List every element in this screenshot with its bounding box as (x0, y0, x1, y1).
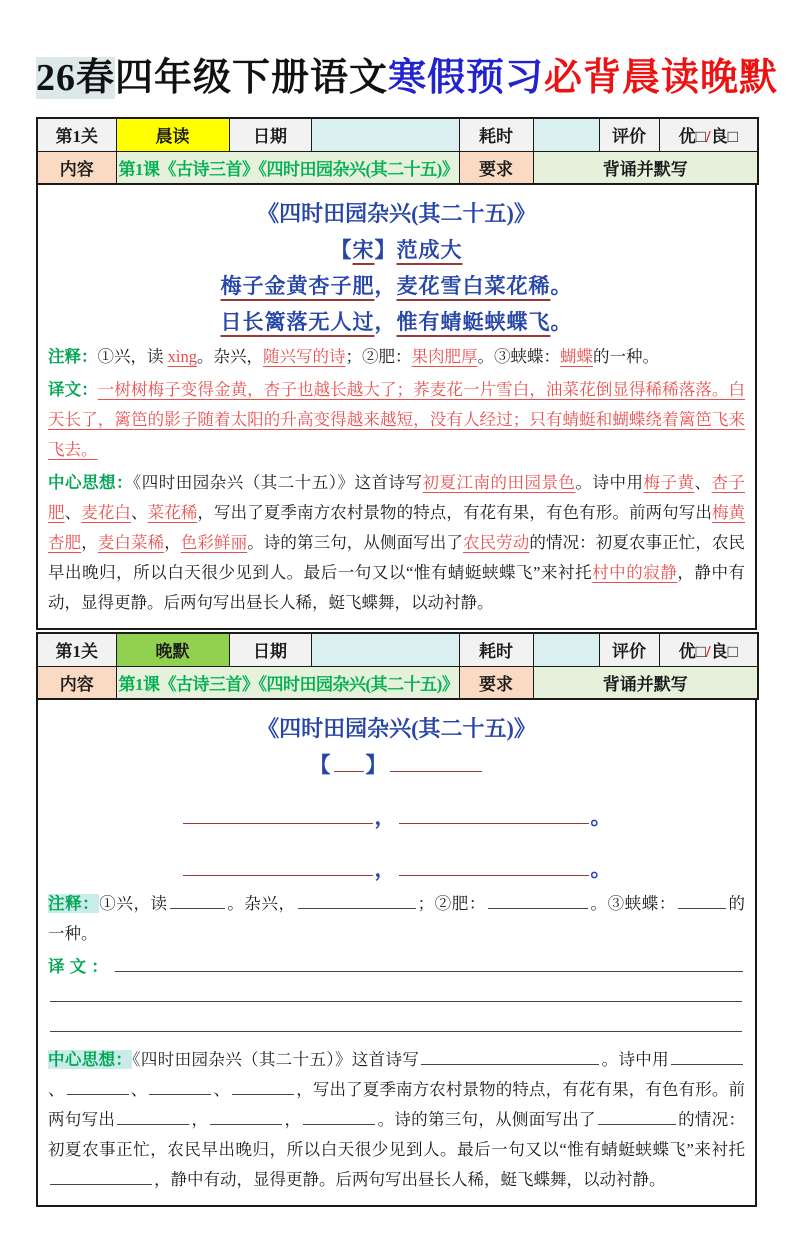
time-label: 耗时 (459, 118, 533, 151)
blank-line[interactable] (183, 802, 373, 824)
require-label: 要求 (459, 666, 533, 699)
blank-line[interactable] (50, 1015, 742, 1032)
poem-blank-line-1[interactable] (48, 801, 745, 831)
text-segment: 麦花白 (81, 503, 132, 523)
text-segment: 随兴写的诗 (262, 347, 346, 366)
text-segment: 《四时田园杂兴（其二十五）》这首诗写 (133, 473, 423, 493)
translation-blanks[interactable] (48, 957, 745, 1036)
text-segment: 初夏江南的田园景色 (422, 473, 576, 493)
title-recite-text: 必背晨读晚默 (544, 57, 779, 99)
text-segment: 。③蛱蝶： (477, 347, 560, 366)
slash-mark: / (705, 127, 711, 147)
text-segment: ， (81, 533, 98, 553)
session-label-evening: 晚默 (116, 633, 229, 666)
text-segment: 。③蛱蝶： (589, 894, 676, 914)
blank-line[interactable] (390, 750, 482, 772)
blank-line[interactable] (399, 854, 589, 876)
text-segment: 的情况：初夏农事正忙，农民早出晚归，所以白天很少见到人。最后一句又以“惟有蜻蜓蛱蝶飞”来衬托 (48, 1110, 746, 1160)
require-label: 要求 (459, 151, 533, 184)
theme-blank-paragraph (48, 1045, 745, 1195)
annotations-blanks[interactable] (48, 894, 745, 943)
annotations-label: 注释： (48, 347, 98, 366)
theme-text (48, 473, 745, 612)
blank-line[interactable] (298, 892, 416, 909)
translation-label: 译文： (48, 957, 113, 977)
text-segment: 、 (213, 1080, 231, 1100)
rating-checkboxes[interactable] (659, 633, 758, 666)
annotations-blank-paragraph (48, 889, 745, 949)
content-label: 内容 (37, 151, 116, 184)
text-segment: 。诗中用 (575, 473, 644, 493)
page-title (36, 46, 779, 101)
text-segment: ， (374, 310, 397, 334)
text-segment: 、 (131, 503, 148, 523)
text-segment: 宋 (352, 238, 375, 262)
theme-paragraph (48, 468, 745, 618)
time-label: 耗时 (459, 633, 533, 666)
text-segment: 一树树梅子变得金黄，杏子也越长越大了；荞麦花一片雪白，油菜花倒显得稀稀落落。白天长了，篱笆的影子随着太阳的升高变得越来越短，没有人经过；只有蜻蜓和蝴蝶绕着篱笆飞来飞去。 (48, 380, 746, 460)
text-segment: ，写出了夏季南方农村景物的特点，有花有果，有色有形。前两句写出 (197, 503, 712, 523)
text-segment: 农民劳动 (462, 533, 530, 553)
text-segment: ， (284, 1110, 302, 1130)
lesson-title: 第1课《古诗三首》《四时田园杂兴(其二十五)》 (116, 666, 459, 699)
text-segment: 【 (330, 238, 353, 262)
poem-author-line (48, 234, 745, 264)
poem-author-blank-line[interactable] (48, 749, 745, 779)
text-segment: 。诗的第三句，从侧面写出了 (377, 1110, 596, 1130)
text-segment: 梅子金黄杏子肥 (220, 274, 375, 298)
text-segment: 梅黄杏肥 (48, 503, 746, 553)
text-segment: 范成大 (396, 238, 463, 262)
table-row (37, 666, 758, 699)
blank-line[interactable] (115, 955, 743, 972)
text-segment: 杏子肥 (48, 473, 745, 523)
text-segment: 的情况：初夏农事正忙，农民早出晚归，所以白天很少见到人。最后一句又以“惟有蜻蜓蛱蝶飞”来衬托 (48, 533, 746, 583)
blank-line[interactable] (210, 1108, 282, 1125)
text-segment: ， (374, 274, 397, 298)
text-segment: ①兴，读 (99, 894, 168, 914)
theme-label: 中心思想： (48, 1050, 133, 1070)
table-row (37, 633, 758, 666)
lesson-title: 第1课《古诗三首》《四时田园杂兴(其二十五)》 (116, 151, 459, 184)
text-segment: 、 (64, 503, 82, 523)
blank-line[interactable] (183, 854, 373, 876)
blank-line[interactable] (117, 1108, 189, 1125)
theme-label: 中心思想： (48, 473, 133, 493)
text-segment: ， (374, 805, 397, 830)
text-segment: 。诗中用 (601, 1050, 670, 1070)
poem-blank-line-2[interactable] (48, 853, 745, 883)
text-segment: 蝴蝶 (559, 347, 593, 366)
text-segment: 、 (694, 473, 712, 493)
theme-blanks[interactable] (48, 1050, 745, 1189)
date-input-cell[interactable] (311, 118, 459, 151)
time-input-cell[interactable] (533, 633, 599, 666)
text-segment: 、 (130, 1080, 148, 1100)
table-row (37, 118, 758, 151)
text-segment: 。 (590, 857, 613, 882)
text-segment: ；②肥： (345, 347, 412, 366)
text-segment: 【 (309, 753, 332, 778)
session-label-morning: 晨读 (116, 118, 229, 151)
blank-line[interactable] (303, 1108, 375, 1125)
text-segment: 的一种。 (592, 347, 659, 366)
translation-text (48, 380, 745, 459)
content-label: 内容 (37, 666, 116, 699)
blank-line[interactable] (50, 985, 742, 1002)
text-segment: ，写出了夏季南方农村景物的特点，有花有果，有色有形。前两句写出 (48, 1080, 745, 1130)
blank-line[interactable] (149, 1078, 211, 1095)
translation-blank-paragraph (48, 952, 745, 1042)
title-preview-text: 寒假预习 (388, 57, 545, 99)
blank-line[interactable] (678, 892, 726, 909)
table-row (37, 151, 758, 184)
text-segment: 】 (374, 238, 397, 262)
blank-line[interactable] (334, 750, 364, 772)
text-segment: ， (374, 857, 397, 882)
level-label: 第1关 (37, 118, 116, 151)
date-label: 日期 (229, 118, 311, 151)
text-segment: ，静中有动，显得更静。后两句写出昼长人稀，蜓飞蝶舞，以动衬静。 (154, 1170, 666, 1190)
text-segment: 良□ (710, 642, 738, 662)
time-input-cell[interactable] (533, 118, 599, 151)
date-input-cell[interactable] (311, 633, 459, 666)
text-segment: ， (191, 1110, 209, 1130)
text-segment: 。杂兴， (196, 347, 263, 366)
blank-line[interactable] (421, 1048, 599, 1065)
blank-line[interactable] (399, 802, 589, 824)
text-segment: ①兴，读 (97, 347, 168, 366)
text-segment: 的一种。 (48, 894, 746, 944)
level-label: 第1关 (37, 633, 116, 666)
text-segment: 麦花雪白菜花稀 (396, 274, 551, 298)
evening-header-table (36, 632, 759, 700)
text-segment: 优□ (678, 642, 706, 662)
text-segment: 惟有蜻蜓蛱蝶飞 (396, 310, 551, 334)
text-segment: 。 (550, 274, 573, 298)
blank-line[interactable] (232, 1078, 294, 1095)
text-segment: 良□ (710, 127, 738, 147)
text-segment: 优□ (678, 127, 706, 147)
annotations-paragraph (48, 342, 745, 372)
blank-line[interactable] (170, 892, 225, 909)
morning-header-table (36, 117, 759, 185)
text-segment: ， (164, 533, 181, 553)
text-segment: 村中的寂静 (592, 563, 678, 583)
text-segment: 。 (550, 310, 573, 334)
blank-line[interactable] (488, 892, 588, 909)
text-segment: 麦白菜稀 (97, 533, 165, 553)
translation-label: 译文： (48, 380, 98, 400)
slash-mark: / (705, 642, 711, 662)
poem-title: 《四时田园杂兴(其二十五)》 (257, 716, 536, 742)
title-grade-text: 四年级下册语文 (115, 57, 389, 99)
title-term-highlight: 26春 (36, 57, 116, 99)
annotations-label: 注释： (48, 894, 100, 914)
require-value: 背诵并默写 (533, 151, 758, 184)
text-segment: ，静中有动，显得更静。后两句写出昼长人稀，蜓飞蝶舞，以动衬静。 (48, 563, 746, 613)
blank-line[interactable] (50, 1168, 152, 1185)
text-segment: 色彩鲜丽 (180, 533, 248, 553)
text-segment: ；②肥： (417, 894, 486, 914)
text-segment: 、 (48, 1080, 65, 1100)
poem-verse-line-1 (48, 270, 745, 300)
text-segment: 《四时田园杂兴（其二十五）》这首诗写 (132, 1050, 420, 1070)
translation-paragraph (48, 375, 745, 465)
text-segment: 。 (590, 805, 613, 830)
text-segment: 】 (365, 753, 388, 778)
poem-verse-line-2 (48, 306, 745, 336)
text-segment: 。诗的第三句，从侧面写出了 (247, 533, 463, 553)
blank-line[interactable] (598, 1108, 676, 1125)
require-value: 背诵并默写 (533, 666, 758, 699)
text-segment: 。杂兴， (226, 894, 296, 914)
text-segment: 菜花稀 (147, 503, 198, 523)
text-segment: 果肉肥厚 (411, 347, 478, 366)
rating-label: 评价 (599, 118, 659, 151)
poem-title: 《四时田园杂兴(其二十五)》 (257, 201, 536, 226)
blank-line[interactable] (67, 1078, 129, 1095)
annotations-text (98, 347, 659, 366)
text-segment: xìng (167, 347, 197, 366)
text-segment: 日长篱落无人过 (220, 310, 375, 334)
blank-line[interactable] (671, 1048, 743, 1065)
morning-content-box (36, 185, 757, 630)
rating-label: 评价 (599, 633, 659, 666)
evening-content-box (36, 700, 757, 1207)
rating-checkboxes[interactable] (659, 118, 758, 151)
text-segment: 梅子黄 (643, 473, 695, 493)
date-label: 日期 (229, 633, 311, 666)
